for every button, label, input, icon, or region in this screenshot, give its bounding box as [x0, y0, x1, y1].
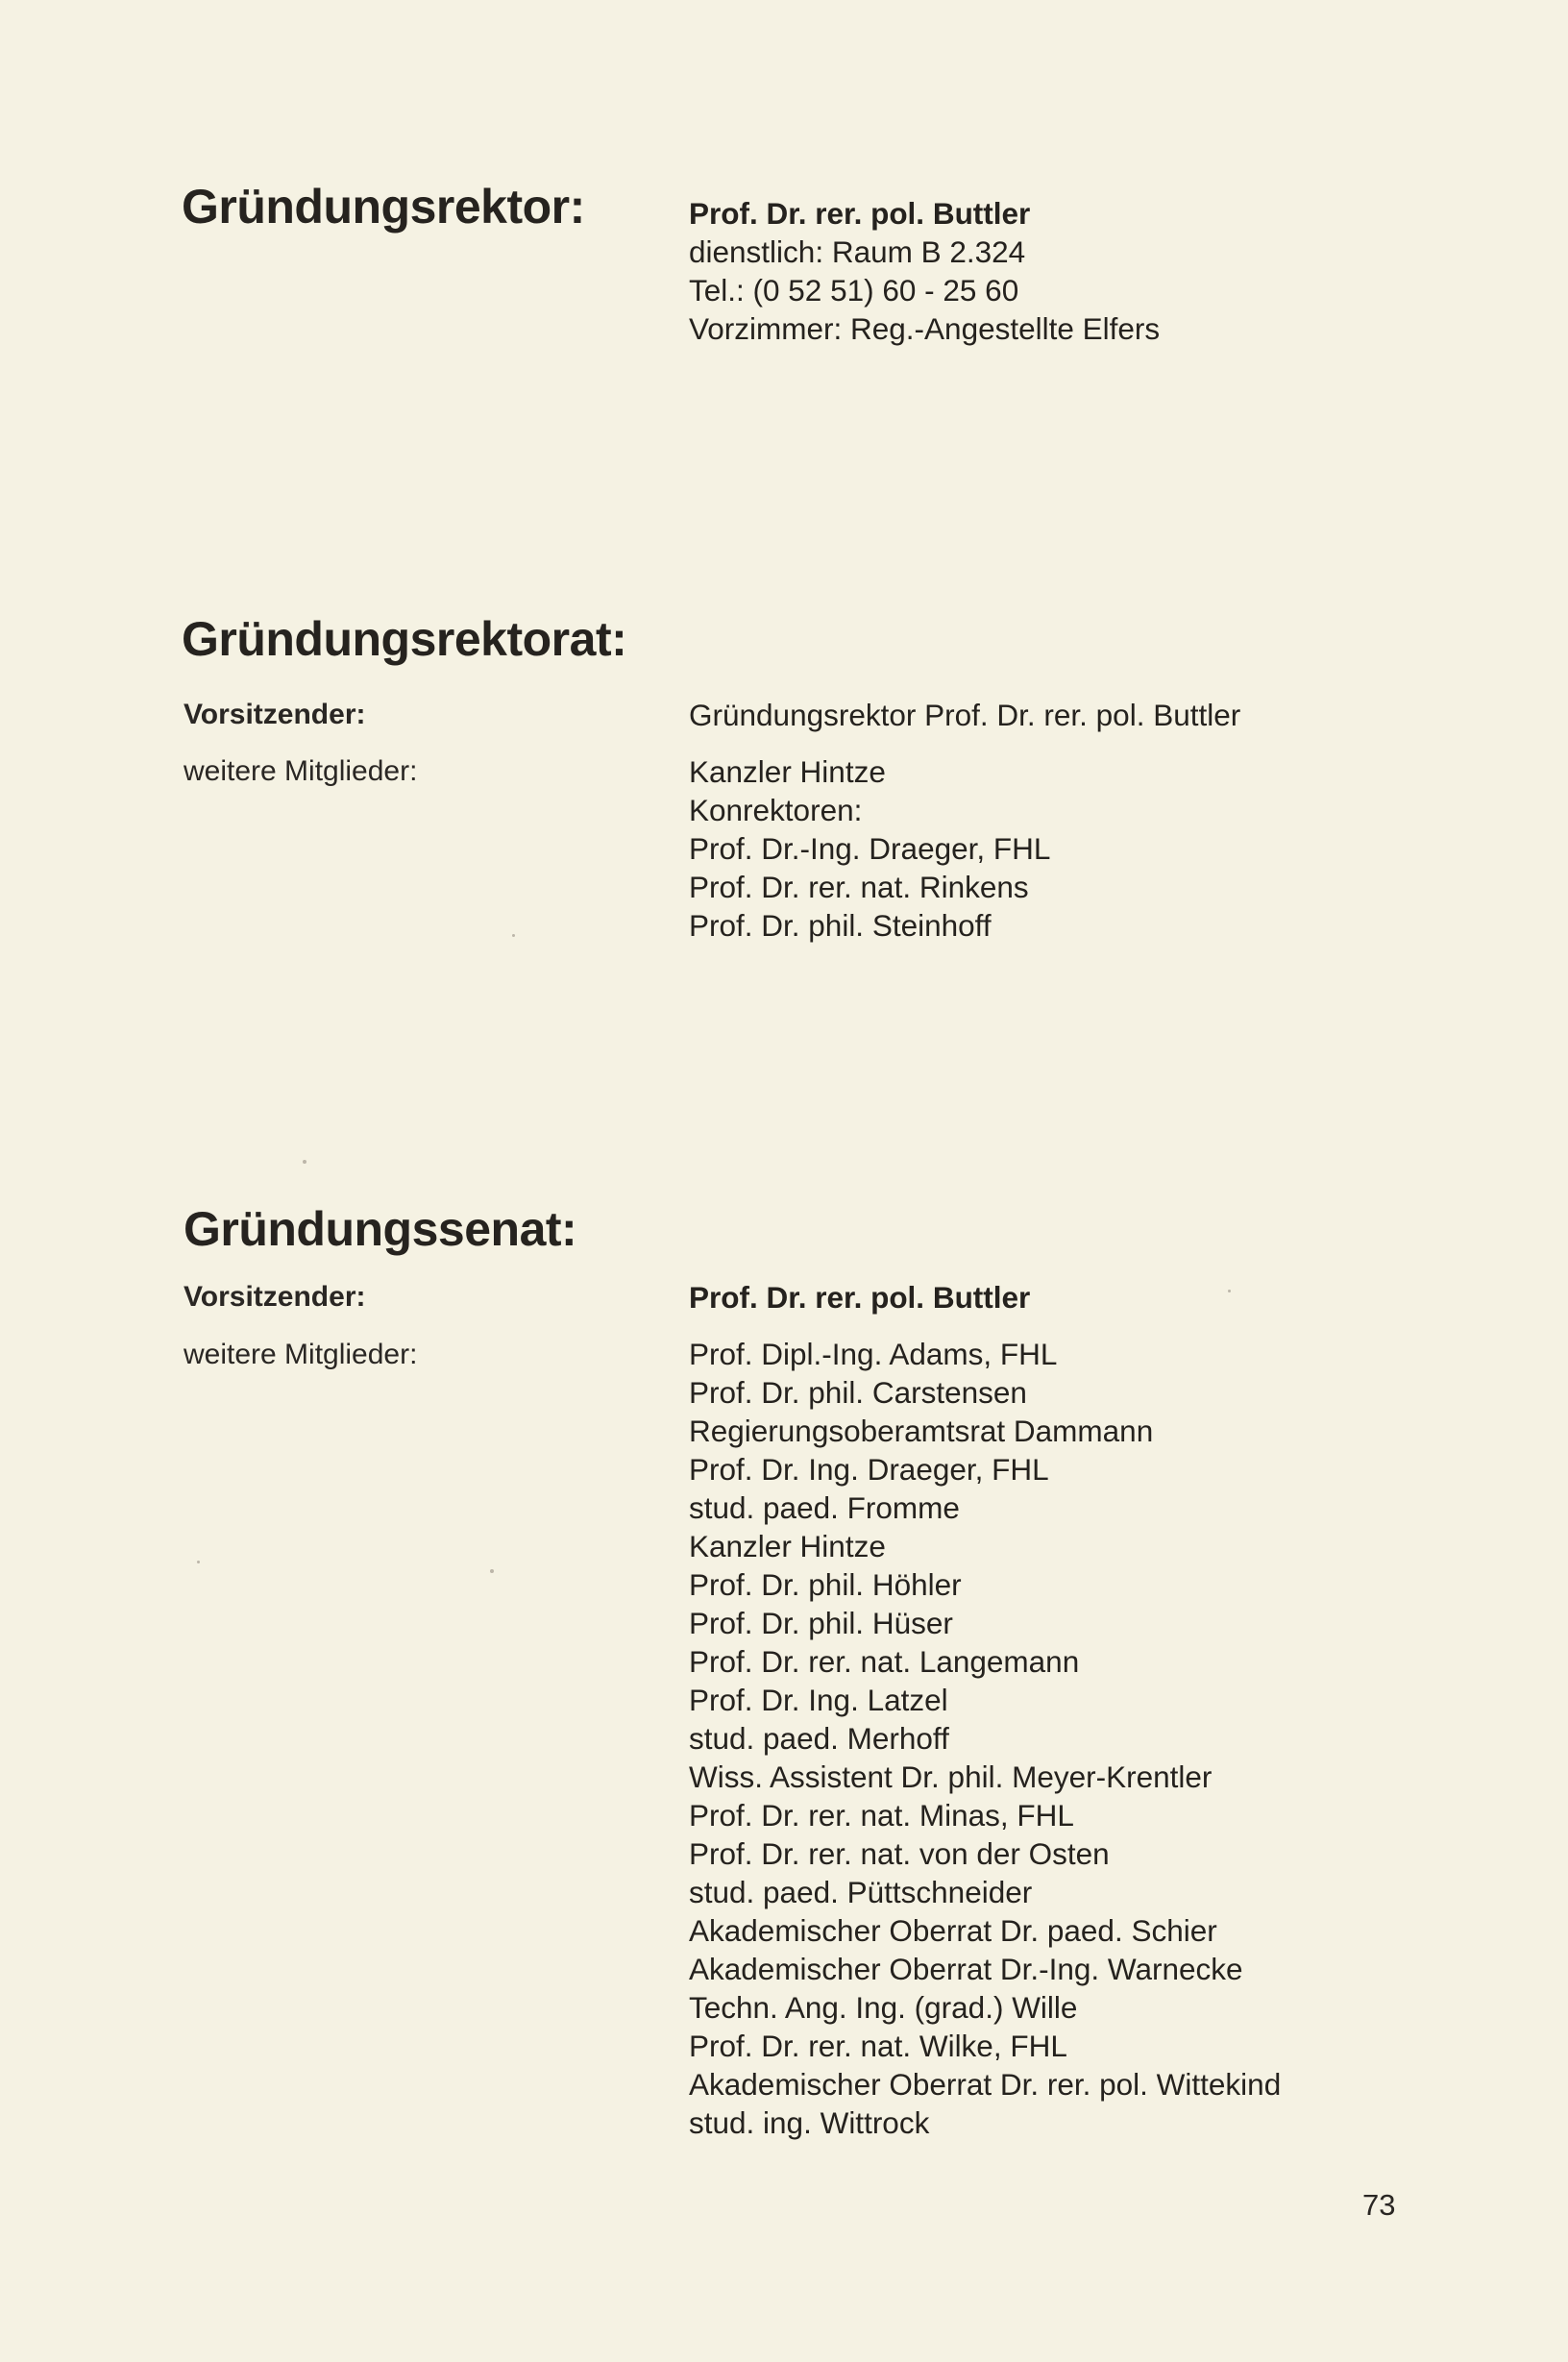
list-item: Prof. Dipl.-Ing. Adams, FHL [689, 1337, 1058, 1371]
paper-speck [1228, 1290, 1231, 1292]
list-item: stud. paed. Püttschneider [689, 1875, 1033, 1909]
list-item: Akademischer Oberrat Dr.-Ing. Warnecke [689, 1952, 1243, 1986]
rektorat-members-label: weitere Mitglieder: [184, 755, 418, 787]
senat-chair-value: Prof. Dr. rer. pol. Buttler [689, 1280, 1031, 1315]
page-number: 73 [1362, 2188, 1396, 2222]
list-item: Prof. Dr. Ing. Draeger, FHL [689, 1452, 1049, 1487]
list-item: stud. ing. Wittrock [689, 2105, 930, 2140]
senat-members-label: weitere Mitglieder: [184, 1339, 418, 1370]
list-item: Kanzler Hintze [689, 754, 886, 789]
rektor-room: dienstlich: Raum B 2.324 [689, 234, 1026, 269]
heading-gruendungsrektor: Gründungsrektor: [182, 180, 585, 234]
list-item: Konrektoren: [689, 793, 863, 827]
list-item: Prof. Dr. phil. Höhler [689, 1567, 962, 1602]
senat-members-list [689, 1335, 1281, 2142]
senat-chair-label: Vorsitzender: [184, 1281, 366, 1313]
list-item: Prof. Dr. rer. nat. Langemann [689, 1644, 1080, 1679]
paper-speck [490, 1569, 494, 1573]
rektorat-chair-label: Vorsitzender: [184, 699, 366, 730]
rektorat-members-list [689, 752, 1050, 945]
list-item: Prof. Dr. rer. nat. Minas, FHL [689, 1798, 1074, 1833]
list-item: Prof. Dr. Ing. Latzel [689, 1683, 948, 1717]
list-item: Prof. Dr. phil. Carstensen [689, 1375, 1027, 1410]
list-item: Prof. Dr. rer. nat. Wilke, FHL [689, 2029, 1067, 2063]
list-item: Prof. Dr. phil. Hüser [689, 1606, 953, 1640]
rektorat-chair [689, 696, 1240, 734]
heading-gruendungssenat: Gründungssenat: [184, 1202, 577, 1256]
list-item: Techn. Ang. Ing. (grad.) Wille [689, 1990, 1078, 2025]
paper-speck [512, 934, 515, 937]
paper-speck [197, 1561, 200, 1563]
list-item: Regierungsoberamtsrat Dammann [689, 1414, 1154, 1448]
heading-gruendungsrektorat: Gründungsrektorat: [182, 612, 627, 666]
list-item: stud. paed. Fromme [689, 1490, 960, 1525]
senat-chair [689, 1278, 1030, 1316]
rektor-name: Prof. Dr. rer. pol. Buttler [689, 196, 1031, 231]
list-item: Prof. Dr. phil. Steinhoff [689, 908, 992, 943]
rektor-office: Vorzimmer: Reg.-Angestellte Elfers [689, 311, 1161, 346]
rektor-details [689, 194, 1160, 348]
rektor-phone: Tel.: (0 52 51) 60 - 25 60 [689, 273, 1019, 308]
list-item: stud. paed. Merhoff [689, 1721, 949, 1756]
paper-speck [303, 1160, 306, 1164]
list-item: Prof. Dr. rer. nat. von der Osten [689, 1836, 1110, 1871]
list-item: Wiss. Assistent Dr. phil. Meyer-Krentler [689, 1759, 1213, 1794]
list-item: Prof. Dr. rer. nat. Rinkens [689, 870, 1029, 904]
list-item: Kanzler Hintze [689, 1529, 886, 1563]
list-item: Prof. Dr.-Ing. Draeger, FHL [689, 831, 1051, 866]
list-item: Akademischer Oberrat Dr. rer. pol. Wittekind [689, 2067, 1282, 2102]
list-item: Akademischer Oberrat Dr. paed. Schier [689, 1913, 1217, 1948]
rektorat-chair-value: Gründungsrektor Prof. Dr. rer. pol. Buttler [689, 698, 1241, 732]
